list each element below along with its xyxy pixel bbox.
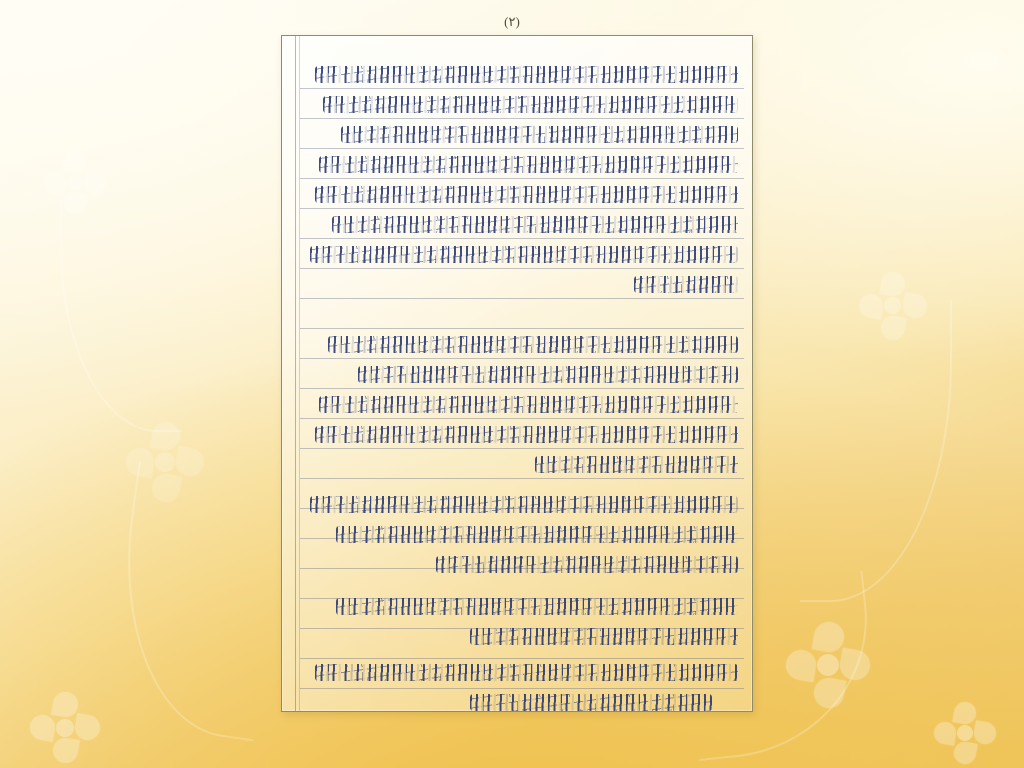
letter-line <box>306 520 738 550</box>
floral-ornament <box>40 150 110 220</box>
letter-line <box>306 490 738 520</box>
letter-line <box>306 592 738 622</box>
page-number: (۲) <box>504 14 520 29</box>
letter-line <box>306 120 738 150</box>
letter-line <box>306 180 738 210</box>
letter-line <box>306 60 738 90</box>
letter-line <box>306 90 738 120</box>
letter-line <box>306 150 738 180</box>
floral-ornament <box>780 620 875 715</box>
floral-ornament <box>930 700 1000 768</box>
letter-line <box>306 210 738 240</box>
letter-line <box>306 360 738 390</box>
letter-line <box>306 550 738 580</box>
letter-line <box>306 240 738 270</box>
floral-vine <box>103 461 290 742</box>
letter-line <box>306 688 738 712</box>
floral-vine <box>800 300 952 602</box>
letter-line <box>306 390 738 420</box>
letter-line <box>306 270 738 300</box>
letter-line <box>306 450 738 480</box>
floral-ornament <box>120 420 210 510</box>
letter-paragraph <box>306 592 738 652</box>
letter-line <box>306 622 738 652</box>
floral-ornament <box>25 690 105 768</box>
letter-line <box>306 330 738 360</box>
letter-paragraph <box>306 330 738 480</box>
letter-paragraph <box>306 658 738 712</box>
letter-paragraph <box>306 490 738 580</box>
letter-line <box>306 658 738 688</box>
floral-vine <box>60 200 182 432</box>
letter-line <box>306 420 738 450</box>
margin-rule <box>295 36 296 711</box>
floral-ornament <box>855 270 930 345</box>
handwritten-letter-scan <box>281 35 753 712</box>
letter-paragraph <box>306 60 738 300</box>
